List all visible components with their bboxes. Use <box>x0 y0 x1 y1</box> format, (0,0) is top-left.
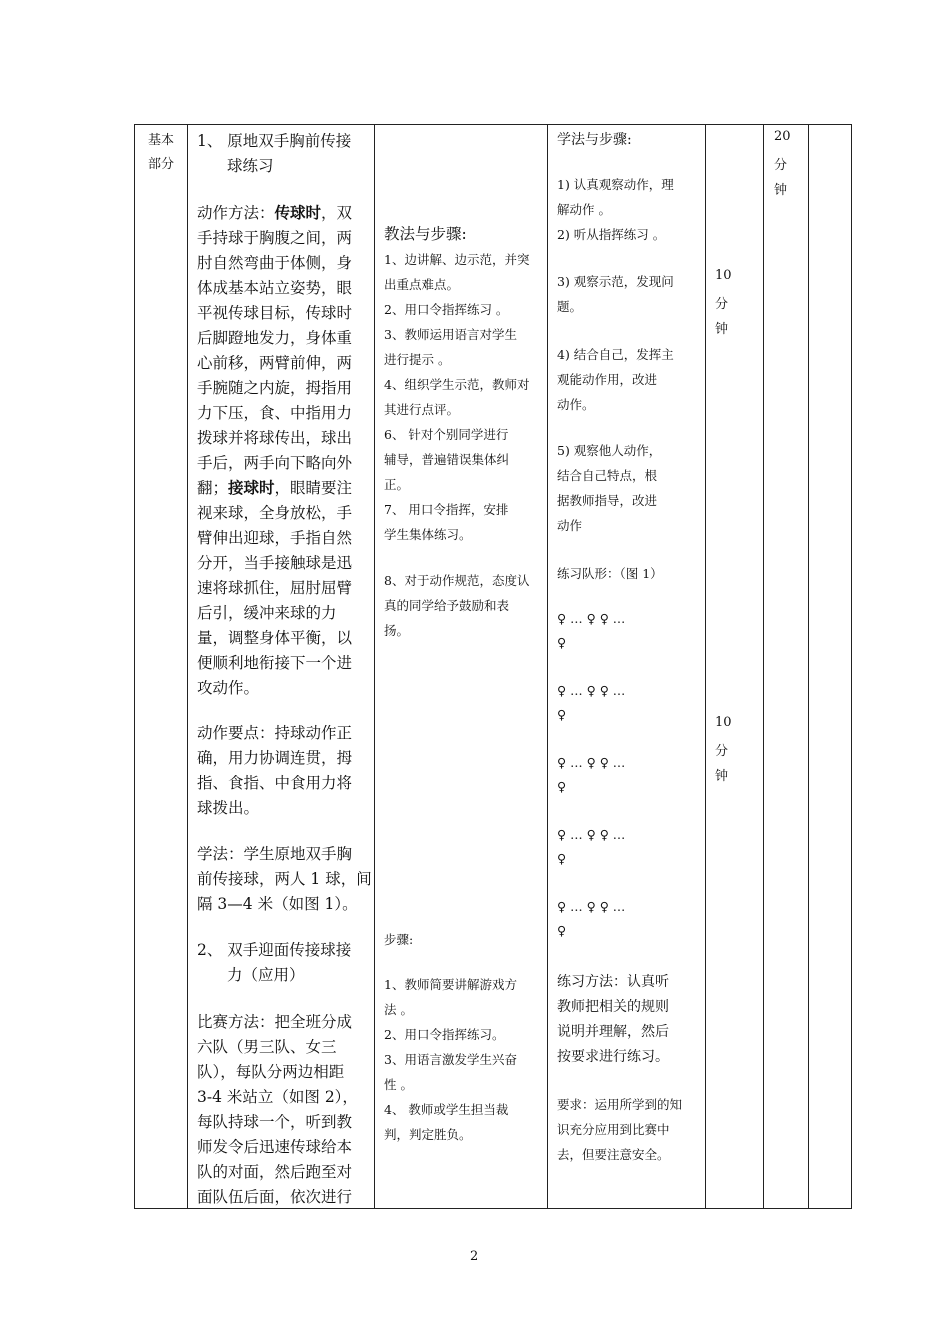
formation-row: ♀ <box>557 851 567 866</box>
game-step-line: 1、教师简要讲解游戏方 <box>384 977 517 992</box>
method-line <box>197 326 352 348</box>
teaching-step-line: 其进行点评。 <box>384 402 460 417</box>
page-number: 2 <box>470 1249 479 1264</box>
item2-title: 力（应用） <box>227 966 305 984</box>
lesson-plan-table <box>134 124 852 1209</box>
formation-row: ♀ <box>557 779 567 794</box>
method-line <box>197 601 337 623</box>
item1-title: 1、 原地双手胸前传接 <box>197 132 352 150</box>
learning-step-line: 题。 <box>557 299 583 314</box>
teaching-step-line: 进行提示 。 <box>384 352 451 367</box>
learning-step-line: 据教师指导，改进 <box>557 493 658 508</box>
text-run: 肘自然弯曲于体侧，身 <box>197 254 353 272</box>
game-step-line: 2、用口令指挥练习。 <box>384 1027 505 1042</box>
total-time-value: 分 <box>774 158 788 173</box>
teaching-step-line: 3、教师运用语言对学生 <box>384 327 517 342</box>
text-run: 速将球抓住，屈肘屈臂 <box>197 579 353 597</box>
game-step-line: 性 。 <box>384 1077 413 1092</box>
competition-line: 六队（男三队、女三 <box>197 1038 337 1056</box>
competition-line: 面队伍后面，依次进行 <box>197 1188 353 1206</box>
teaching-method-cell <box>375 125 548 1209</box>
learning-step-line: 动作。 <box>557 397 595 412</box>
steps-heading: 步骤: <box>384 932 414 947</box>
formation-row: ♀ … ♀ ♀ … <box>557 683 626 698</box>
competition-line: 队的对面，然后跑至对 <box>197 1163 353 1181</box>
method-line <box>197 526 352 548</box>
learning-step-line: 动作 <box>557 518 583 533</box>
teaching-step-line: 6、 针对个别同学进行 <box>384 427 509 442</box>
learning-step-line: 结合自己特点，根 <box>557 468 658 483</box>
method-line <box>197 676 259 698</box>
competition-line: 比赛方法：把全班分成 <box>197 1013 353 1031</box>
teaching-step-line: 1、边讲解、边示范，并突 <box>384 252 530 267</box>
method-line <box>197 626 352 648</box>
learning-heading: 学法与步骤: <box>557 132 632 148</box>
text-run: 攻动作。 <box>197 679 260 697</box>
game-step-line: 判，判定胜负。 <box>384 1127 472 1142</box>
practice-method-line: 练习方法：认真听 <box>557 974 669 990</box>
formation-label: 练习队形：（图 1） <box>557 566 663 581</box>
teaching-step-line: 扬。 <box>384 623 410 638</box>
text-run: ，眼睛要注 <box>274 479 353 497</box>
section-label: 基本 <box>148 133 175 148</box>
competition-line: 每队持球一个，听到教 <box>197 1113 353 1131</box>
method-line <box>197 451 352 473</box>
requirement-line: 识充分应用到比赛中 <box>557 1122 670 1137</box>
time-value: 钟 <box>715 769 729 784</box>
text-run: 视来球，全身放松，手 <box>197 504 353 522</box>
text-run: 平视传球目标，传球时 <box>197 304 353 322</box>
learning-step-line: 解动作 。 <box>557 202 611 217</box>
learning-step-line: 2) 听从指挥练习 。 <box>557 227 666 242</box>
game-step-line: 法 。 <box>384 1002 413 1017</box>
study-method-line: 隔 3—4 米（如图 1）。 <box>197 895 358 913</box>
teaching-step-line: 正。 <box>384 477 410 492</box>
teaching-step-line: 4、组织学生示范，教师对 <box>384 377 530 392</box>
formation-row: ♀ <box>557 707 567 722</box>
competition-line: 3-4 米站立（如图 2）， <box>197 1088 358 1106</box>
text-run: 传球时 <box>274 204 322 222</box>
time-value: 10 <box>715 268 732 283</box>
key-points-line: 指、食指、中食用力将 <box>197 774 353 792</box>
teaching-step-line: 学生集体练习。 <box>384 527 472 542</box>
time-value: 分 <box>715 744 729 759</box>
table-row <box>135 125 852 1209</box>
learning-step-line: 5) 观察他人动作， <box>557 443 662 458</box>
item2-title: 2、 双手迎面传接球接 <box>197 941 352 959</box>
teaching-step-line: 8、对于动作规范，态度认 <box>384 573 530 588</box>
text-run: 体成基本站立姿势，眼 <box>197 279 353 297</box>
total-time-cell <box>764 125 809 1209</box>
learning-step-line: 3) 观察示范，发现问 <box>557 274 674 289</box>
key-points-line: 确，用力协调连贯，拇 <box>197 749 353 767</box>
time-value: 分 <box>715 297 729 312</box>
teaching-step-line: 7、 用口令指挥，安排 <box>384 502 509 517</box>
learning-step-line: 1) 认真观察动作，理 <box>557 177 674 192</box>
game-step-line: 3、用语言激发学生兴奋 <box>384 1052 517 1067</box>
method-line <box>197 226 352 248</box>
learning-step-line: 观能动作用，改进 <box>557 372 658 387</box>
method-line <box>197 376 352 398</box>
formation-row: ♀ … ♀ ♀ … <box>557 827 626 842</box>
teaching-step-line: 2、用口令指挥练习 。 <box>384 302 509 317</box>
text-run: 心前移，两臂前伸，两 <box>197 354 353 372</box>
requirement-line: 要求：运用所学到的知 <box>557 1097 683 1112</box>
method-line <box>197 401 352 423</box>
formation-row: ♀ … ♀ ♀ … <box>557 611 626 626</box>
game-step-line: 4、 教师或学生担当裁 <box>384 1102 509 1117</box>
formation-row: ♀ <box>557 635 567 650</box>
requirement-line: 去，但要注意安全。 <box>557 1147 670 1162</box>
text-run: 便顺利地衔接下一个进 <box>197 654 353 672</box>
notes-cell <box>809 125 852 1209</box>
competition-line: 队），每队分两边相距 <box>197 1063 345 1081</box>
method-line <box>197 426 352 448</box>
text-run: 拨球并将球传出，球出 <box>197 429 353 447</box>
formation-row: ♀ <box>557 923 567 938</box>
text-run: 手腕随之内旋，拇指用 <box>197 379 353 397</box>
teaching-step-line: 辅导，普遍错误集体纠 <box>384 452 510 467</box>
text-run: ，双 <box>321 204 353 222</box>
item1-title: 球练习 <box>227 157 274 175</box>
study-method-line: 前传接球，两人 1 球，间 <box>197 870 372 888</box>
formation-row: ♀ … ♀ ♀ … <box>557 755 626 770</box>
study-method-line: 学法：学生原地双手胸 <box>197 845 353 863</box>
time-value: 钟 <box>715 322 729 337</box>
learning-step-line: 4) 结合自己，发挥主 <box>557 347 674 362</box>
method-line <box>197 651 352 673</box>
section-cell <box>135 125 188 1209</box>
practice-method-line: 说明并理解，然后 <box>557 1024 669 1040</box>
text-run: 翻； <box>197 479 229 497</box>
text-run: 量，调整身体平衡，以 <box>197 629 353 647</box>
text-run: 手后，两手向下略向外 <box>197 454 353 472</box>
formation-row: ♀ … ♀ ♀ … <box>557 899 626 914</box>
time-cell <box>706 125 764 1209</box>
text-run: 动作方法： <box>197 204 275 222</box>
practice-method-line: 教师把相关的规则 <box>557 999 669 1015</box>
text-run: 手持球于胸腹之间，两 <box>197 229 353 247</box>
total-time-value: 钟 <box>774 183 788 198</box>
competition-line: 师发令后迅速传球给本 <box>197 1138 353 1156</box>
total-time-value: 20 <box>774 129 791 144</box>
method-line <box>197 351 352 373</box>
key-points-line: 动作要点：持球动作正 <box>197 724 353 742</box>
content-cell <box>188 125 375 1209</box>
section-label: 部分 <box>148 157 175 172</box>
time-value: 10 <box>715 715 732 730</box>
learning-method-cell <box>548 125 706 1209</box>
method-line <box>197 276 352 298</box>
method-line <box>197 576 352 598</box>
text-run: 臂伸出迎球，手指自然 <box>197 529 353 547</box>
teaching-heading: 教法与步骤: <box>384 225 467 243</box>
text-run: 后引，缓冲来球的力 <box>197 604 337 622</box>
method-line <box>197 201 352 223</box>
method-line <box>197 476 352 498</box>
text-run: 力下压，食、中指用力 <box>197 404 353 422</box>
method-line <box>197 301 352 323</box>
method-line <box>197 501 352 523</box>
text-run: 后脚蹬地发力，身体重 <box>197 329 353 347</box>
text-run: 分开，当手接触球是迅 <box>197 554 353 572</box>
teaching-step-line: 出重点难点。 <box>384 277 460 292</box>
method-line <box>197 251 352 273</box>
practice-method-line: 按要求进行练习。 <box>557 1049 669 1065</box>
text-run: 接球时 <box>228 479 275 497</box>
key-points-line: 球拨出。 <box>197 799 260 817</box>
teaching-step-line: 真的同学给予鼓励和表 <box>384 598 510 613</box>
method-line <box>197 551 352 573</box>
